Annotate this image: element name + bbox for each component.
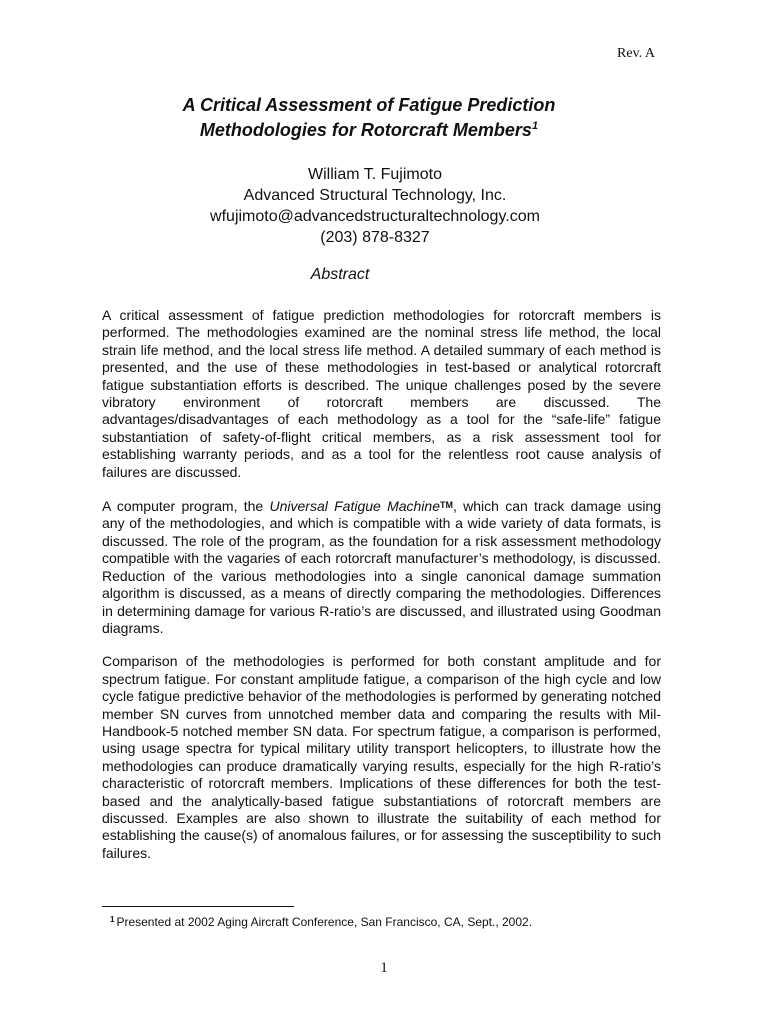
paragraph-2-rest: , which can track damage using any of the methodologies, and which is compatible with a wide variety of data formats, is discussed. The role of the program, as the foundation for a risk assessment methodology compatible with the vagaries of each rotorcraft manufacturer’s methodology, is discussed. Reduction of the various methodologies into a single canonical damage summation algorithm is discussed, as a means of directly comparing the methodologies. Differences in determining damage for various R-ratio’s are discussed, and illustrated using Goodman diagrams. — [102, 498, 661, 636]
author-phone: (203) 878-8327 — [320, 229, 430, 246]
author-block — [0, 164, 750, 248]
abstract-heading: Abstract — [310, 266, 370, 283]
paper-title-line-2-text: Methodologies for Rotorcraft Members — [199, 120, 532, 140]
abstract-body — [102, 307, 661, 878]
title-footnote-ref: 1 — [531, 120, 539, 132]
paper-title — [0, 93, 738, 143]
author-name: William T. Fujimoto — [308, 166, 442, 183]
author-organization: Advanced Structural Technology, Inc. — [243, 187, 507, 204]
abstract-paragraph-3: Comparison of the methodologies is performed for both constant amplitude and for spectrum fatigue. For constant amplitude fatigue, a comparison of the high cycle and low cycle fatigue predictive behavior of the methodologies is performed by generating notched member SN curves from unnotched member data and comparing the results with Mil-Handbook-5 notched member SN data. For spectrum fatigue, a comparison is performed, using usage spectra for typical military utility transport helicopters, to illustrate how the methodologies can produce dramatically varying results, especially for the high R-ratio’s characteristic of rotorcraft members. Implications of these differences for both the test-based and the analytically-based fatigue substantiations of rotorcraft members are discussed. Examples are also shown to illustrate the suitability of each method for establishing the cause(s) of anomalous failures, or for assessing the susceptibility to such failures. — [102, 653, 661, 861]
footnote — [110, 915, 532, 929]
paper-title-line-2 — [0, 118, 738, 143]
footnote-marker: 1 — [110, 915, 115, 924]
revision-label: Rev. A — [617, 46, 655, 61]
trademark-mark: TM — [440, 500, 453, 511]
paper-title-line-1: A Critical Assessment of Fatigue Prediction — [182, 95, 556, 115]
footnote-divider — [102, 906, 294, 907]
page-number: 1 — [380, 960, 388, 976]
abstract-paragraph-2 — [102, 497, 661, 637]
footnote-text: Presented at 2002 Aging Aircraft Conference, San Francisco, CA, Sept., 2002. — [116, 915, 533, 929]
author-email: wfujimoto@advancedstructuraltechnology.com — [210, 208, 540, 225]
program-name: Universal Fatigue Machine — [269, 498, 440, 515]
paragraph-2-lead: A computer program, the — [102, 498, 270, 515]
abstract-paragraph-1: A critical assessment of fatigue prediction methodologies for rotorcraft members is performed. The methodologies examined are the nominal stress life method, the local strain life method, and the local stress life method. A detailed summary of each method is presented, and the use of these methodologies in test-based or analytical rotorcraft fatigue substantiation efforts is described. The unique challenges posed by the severe vibratory environment of rotorcraft members are discussed. The advantages/disadvantages of each methodology as a tool for the “safe-life” fatigue substantiation of safety-of-flight critical members, as a risk assessment tool for establishing warranty periods, and as a tool for the relentless root cause analysis of failures are discussed. — [102, 307, 661, 480]
